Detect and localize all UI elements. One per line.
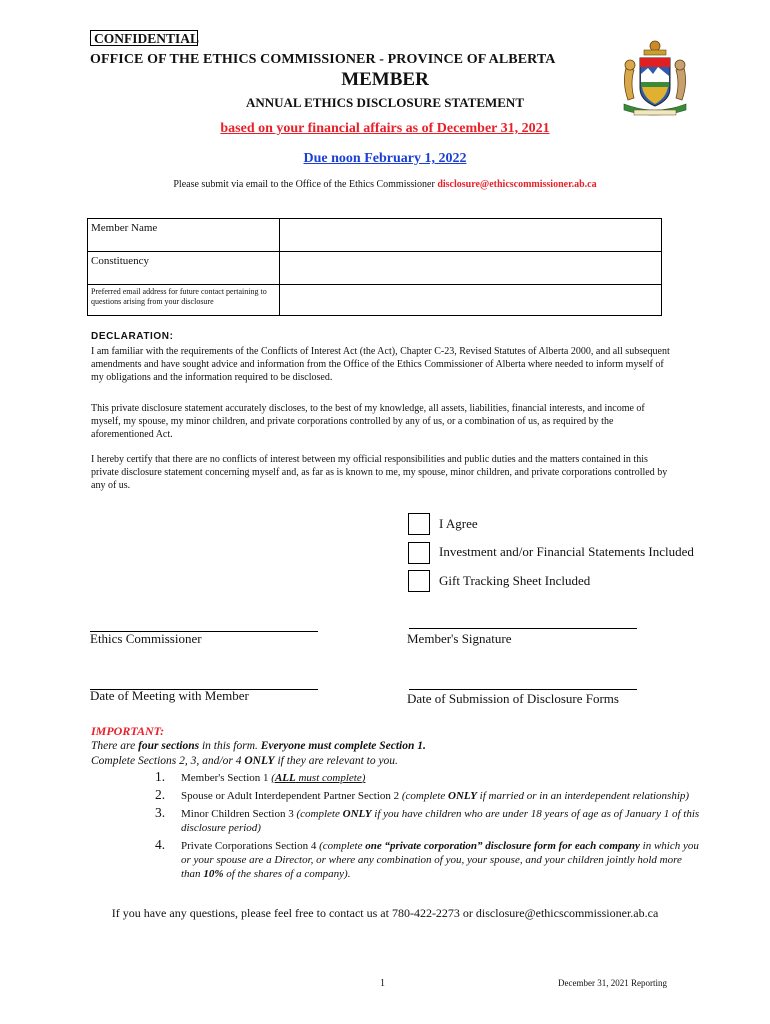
declaration-heading: DECLARATION:	[91, 331, 174, 342]
list-number: 4.	[155, 837, 166, 852]
list-note-bold: ONLY	[448, 790, 477, 802]
preferred-email-label-text: Preferred email address for future contact pertaining to questions arising from your disclosure	[91, 287, 267, 306]
list-note-a: (complete	[296, 808, 343, 820]
submission-date-label: Date of Submission of Disclosure Forms	[407, 691, 619, 706]
list-note-rest: must complete	[295, 772, 362, 784]
important-line-1	[91, 740, 426, 752]
list-note-bold: ONLY	[342, 808, 372, 820]
list-note: (ALL must complete)	[271, 772, 366, 784]
list-note-bold: 10%	[203, 868, 224, 880]
imp-bold: ONLY	[244, 755, 275, 767]
table-row	[88, 252, 662, 285]
list-item	[155, 807, 700, 835]
list-note-b: in which you or your spouse are a Director, or where any combination of you, your spouse, and your children jointly hold more than	[181, 840, 699, 880]
submit-text: Please submit via email to the Office of the Ethics Commissioner	[173, 179, 438, 190]
list-item	[155, 789, 700, 803]
member-signature-label: Member's Signature	[407, 631, 512, 646]
member-title: MEMBER	[341, 69, 429, 90]
member-name-label: Member Name	[88, 219, 280, 252]
financial-statements-label: Investment and/or Financial Statements Included	[439, 544, 694, 559]
office-title: OFFICE OF THE ETHICS COMMISSIONER - PROVINCE OF ALBERTA	[90, 52, 556, 67]
list-note	[402, 790, 689, 802]
list-note-c: of the shares of a company).	[223, 868, 351, 880]
gift-tracking-checkbox[interactable]	[408, 570, 430, 592]
meeting-date-label: Date of Meeting with Member	[90, 688, 249, 703]
list-note-a: (complete	[319, 840, 366, 852]
page-number: 1	[380, 978, 385, 989]
preferred-email-field[interactable]	[280, 285, 662, 316]
statement-title: ANNUAL ETHICS DISCLOSURE STATEMENT	[245, 95, 524, 110]
member-info-table	[87, 218, 662, 316]
submit-instructions	[0, 179, 770, 190]
declaration-paragraph-3: I hereby certify that there are no conflicts of interest between my official responsibilities and public duties and the matters contained in this private disclosure statement concerning myself and, as far as is known to me, my spouse, minor children, and private corporations controlled by any of us.	[91, 454, 668, 491]
financial-statements-checkbox[interactable]	[408, 542, 430, 564]
constituency-field[interactable]	[280, 252, 662, 285]
constituency-label: Constituency	[88, 252, 280, 285]
due-date: Due noon February 1, 2022	[303, 151, 467, 166]
list-item	[155, 839, 700, 881]
list-note-bold: one “private corporation” disclosure form for each company	[365, 840, 640, 852]
list-item	[155, 771, 700, 785]
declaration-paragraph-1: I am familiar with the requirements of the Conflicts of Interest Act (the Act), Chapter C-23, Revised Statutes of Alberta 2000, and all subsequent amendments and have sought advice and information from the Office of the Ethics Commissioner of Alberta where needed to inform myself of my obligations and the information required to be disclosed.	[91, 346, 670, 383]
list-text: Private Corporations Section 4	[181, 840, 320, 852]
member-signature-line[interactable]	[409, 628, 637, 629]
imp-bold: four sections	[138, 740, 200, 752]
confidential-label: CONFIDENTIAL	[90, 30, 198, 46]
reporting-footer: December 31, 2021 Reporting	[558, 978, 667, 988]
imp-text: There are	[91, 740, 139, 752]
table-row	[88, 285, 662, 316]
list-note-b: if you have children who are under 18 years of age as of January 1 of this disclosure period)	[181, 808, 700, 834]
i-agree-label: I Agree	[439, 516, 478, 531]
financial-affairs-date: based on your financial affairs as of December 31, 2021	[220, 121, 550, 136]
submit-email-link[interactable]: disclosure@ethicscommissioner.ab.ca	[437, 179, 597, 190]
imp-text: if they are relevant to you.	[274, 755, 398, 767]
important-line-2	[91, 755, 398, 767]
submission-date-line[interactable]	[409, 689, 637, 690]
imp-text: Complete Sections 2, 3, and/or 4	[91, 755, 245, 767]
list-number: 2.	[155, 787, 166, 802]
sections-list	[155, 771, 700, 885]
list-text: Minor Children Section 3	[181, 808, 297, 820]
contact-questions: If you have any questions, please feel free to contact us at 780-422-2273 or disclosure@ethicscommissioner.ab.ca	[111, 906, 659, 920]
imp-text: in this form.	[199, 740, 261, 752]
alberta-crest-icon	[620, 38, 690, 120]
list-text: Spouse or Adult Interdependent Partner Section 2	[181, 790, 402, 802]
ethics-commissioner-label: Ethics Commissioner	[90, 631, 202, 646]
gift-tracking-label: Gift Tracking Sheet Included	[439, 573, 591, 588]
list-text: Member's Section 1	[181, 772, 272, 784]
list-note-a: (complete	[401, 790, 448, 802]
list-number: 3.	[155, 805, 166, 820]
declaration-paragraph-2: This private disclosure statement accurately discloses, to the best of my knowledge, all assets, liabilities, financial interests, and income of myself, my spouse, my minor children, and private corporations controlled by any of us, or a combination of us, as required by the aforementioned Act.	[91, 403, 645, 440]
imp-bold: Everyone must complete Section 1.	[260, 740, 426, 752]
member-name-field[interactable]	[280, 219, 662, 252]
table-row	[88, 219, 662, 252]
i-agree-checkbox[interactable]	[408, 513, 430, 535]
important-heading: IMPORTANT:	[91, 724, 165, 738]
preferred-email-label	[88, 285, 280, 316]
list-note-bold: ALL	[274, 772, 296, 784]
list-note-b: if married or in an interdependent relationship)	[476, 790, 690, 802]
list-number: 1.	[155, 769, 166, 784]
